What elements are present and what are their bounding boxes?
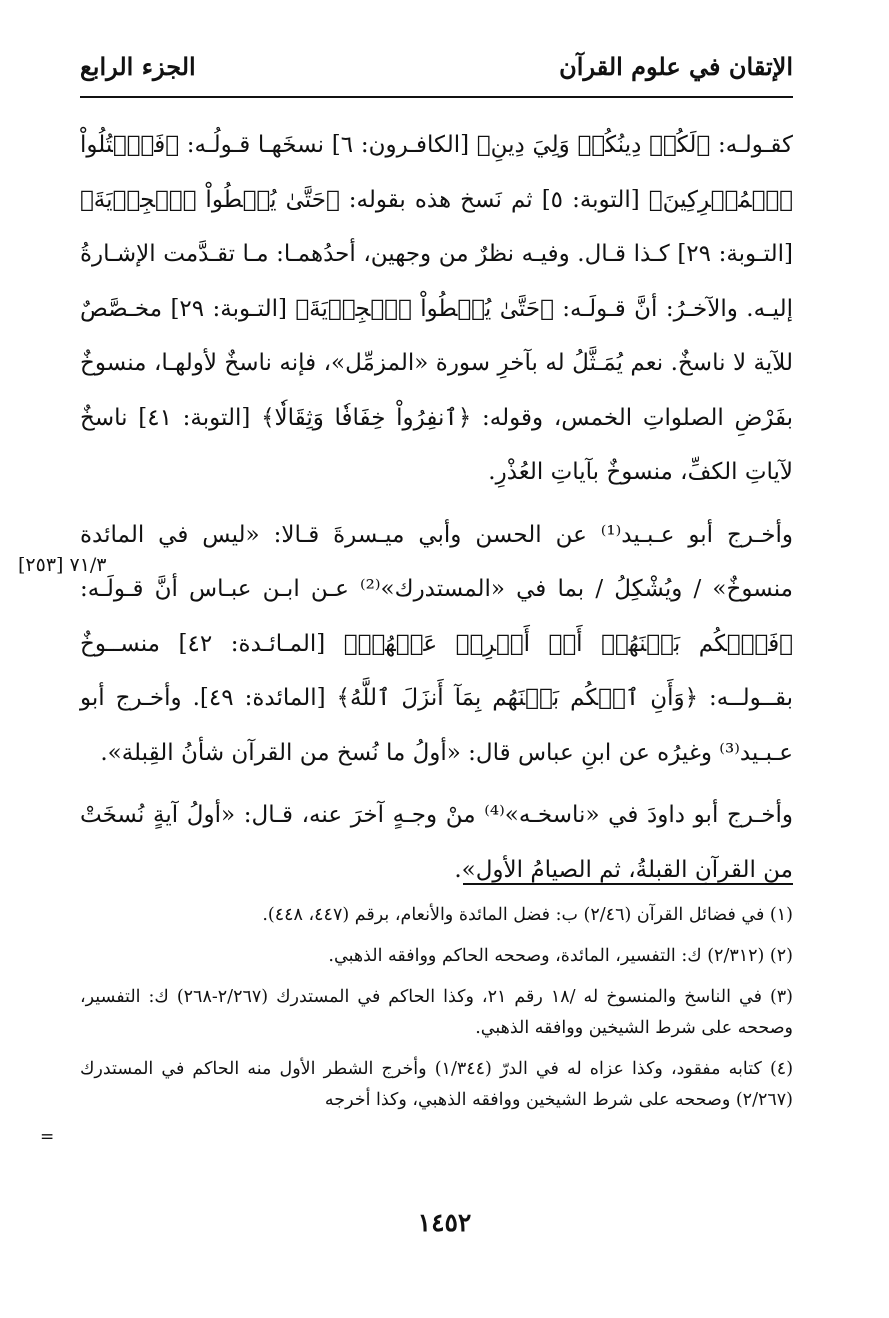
main-text — [80, 118, 793, 897]
volume-label: الجزء الرابع — [80, 52, 196, 81]
paragraph-2: وأخـرج أبو عـبـيد⁽¹⁾ عن الحسن وأبي ميـسرةَ قـالا: «ليس في المائدة منسوخٌ» / ويُشْكِلُ / بما في «المستدرك»⁽²⁾ عـن ابـن عبـاس أنَّ قـولَـه: ﴿فَٱحۡكُم بَيۡنَهُمۡ أَوۡ أَعۡرِضۡ عَنۡهُمۡ﴾ [المـائـدة: ٤٢] منســوخٌ بقــولــه: ﴿وَأَنِ ٱحۡكُم بَيۡنَهُم بِمَآ أَنزَلَ ٱللَّهُ﴾ [المائدة: ٤٩]. وأخـرج أبو عـبـيد⁽³⁾ وغيرُه عن ابنِ عباس قال: «أولُ ما نُسخ من القرآن شأنُ القِبلة». — [80, 521, 794, 766]
running-header — [80, 52, 793, 96]
book-title: الإتقان في علوم القرآن — [559, 52, 793, 81]
footnote-4: (٤) كتابه مفقود، وكذا عزاه له في الدرّ (١/٣٤٤) وأخرج الشطر الأول منه الحاكم في المستدرك (٢/٢٦٧) وصححه على شرط الشيخين ووافقه الذهبي، وكذا أخرجه — [80, 1059, 794, 1110]
footnote-rule — [463, 883, 793, 885]
margin-page-reference: ٧١/٣ [٢٥٣] — [18, 554, 107, 576]
footnote-continuation-mark: = — [40, 1127, 55, 1147]
header-rule — [80, 96, 793, 98]
page-number: ١٤٥٢ — [417, 1208, 472, 1237]
footnote-2: (٢) (٢/٣١٢) ك: التفسير، المائدة، وصححه الحاكم ووافقه الذهبي. — [328, 946, 793, 966]
footnotes — [80, 900, 793, 1126]
paragraph-3: وأخـرج أبو داودَ في «ناسخـه»⁽⁴⁾ منْ وجـهٍ آخرَ عنه، قـال: «أولُ آيةٍ نُسخَتْ من القرآنِ القبلةُ، ثم الصيامُ الأول». — [80, 802, 793, 883]
paragraph-1: كقـولـه: ﴿لَكُمۡ دِينُكُمۡ وَلِيَ دِينِ﴾ [الكافـرون: ٦] نسخَهـا قـولُـه: ﴿فَٱقۡتُلُواْ ٱلۡمُشۡرِكِينَ﴾ [التوبة: ٥] ثم نَسخ هذه بقوله: ﴿حَتَّىٰ يُعۡطُواْ ٱلۡجِزۡيَةَ﴾ [التـوبة: ٢٩] كـذا قـال. وفيـه نظرٌ من وجهين، أحدُهمـا: مـا تقـدَّمت الإشـارةُ إليـه. والآخـرُ: أنَّ قـولَـه: ﴿حَتَّىٰ يُعۡطُواْ ٱلۡجِزۡيَةَ﴾ [التـوبة: ٢٩] مخـصَّصٌ للآية لا ناسخٌ. نعم يُمَـثَّلُ له بآخرِ سورة «المزمِّل»، فإنه ناسخٌ لأولهـا، منسوخٌ بفَرْضِ الصلواتِ الخمس، وقوله: ﴿ٱنفِرُواْ خِفَافٗا وَثِقَالٗا﴾ [التوبة: ٤١] ناسخٌ لآياتِ الكفِّ، منسوخٌ بآياتِ العُذْرِ. — [80, 132, 793, 485]
footnote-1: (١) في فضائل القرآن (٢/٤٦) ب: فضل المائدة والأنعام، برقم (٤٤٧، ٤٤٨). — [262, 905, 793, 925]
footnote-3: (٣) في الناسخ والمنسوخ له /١٨ رقم ٢١، وكذا الحاكم في المستدرك (٢/٢٦٧-٢٦٨) ك: التفسير، وصححه على شرط الشيخين ووافقه الذهبي. — [80, 987, 793, 1038]
